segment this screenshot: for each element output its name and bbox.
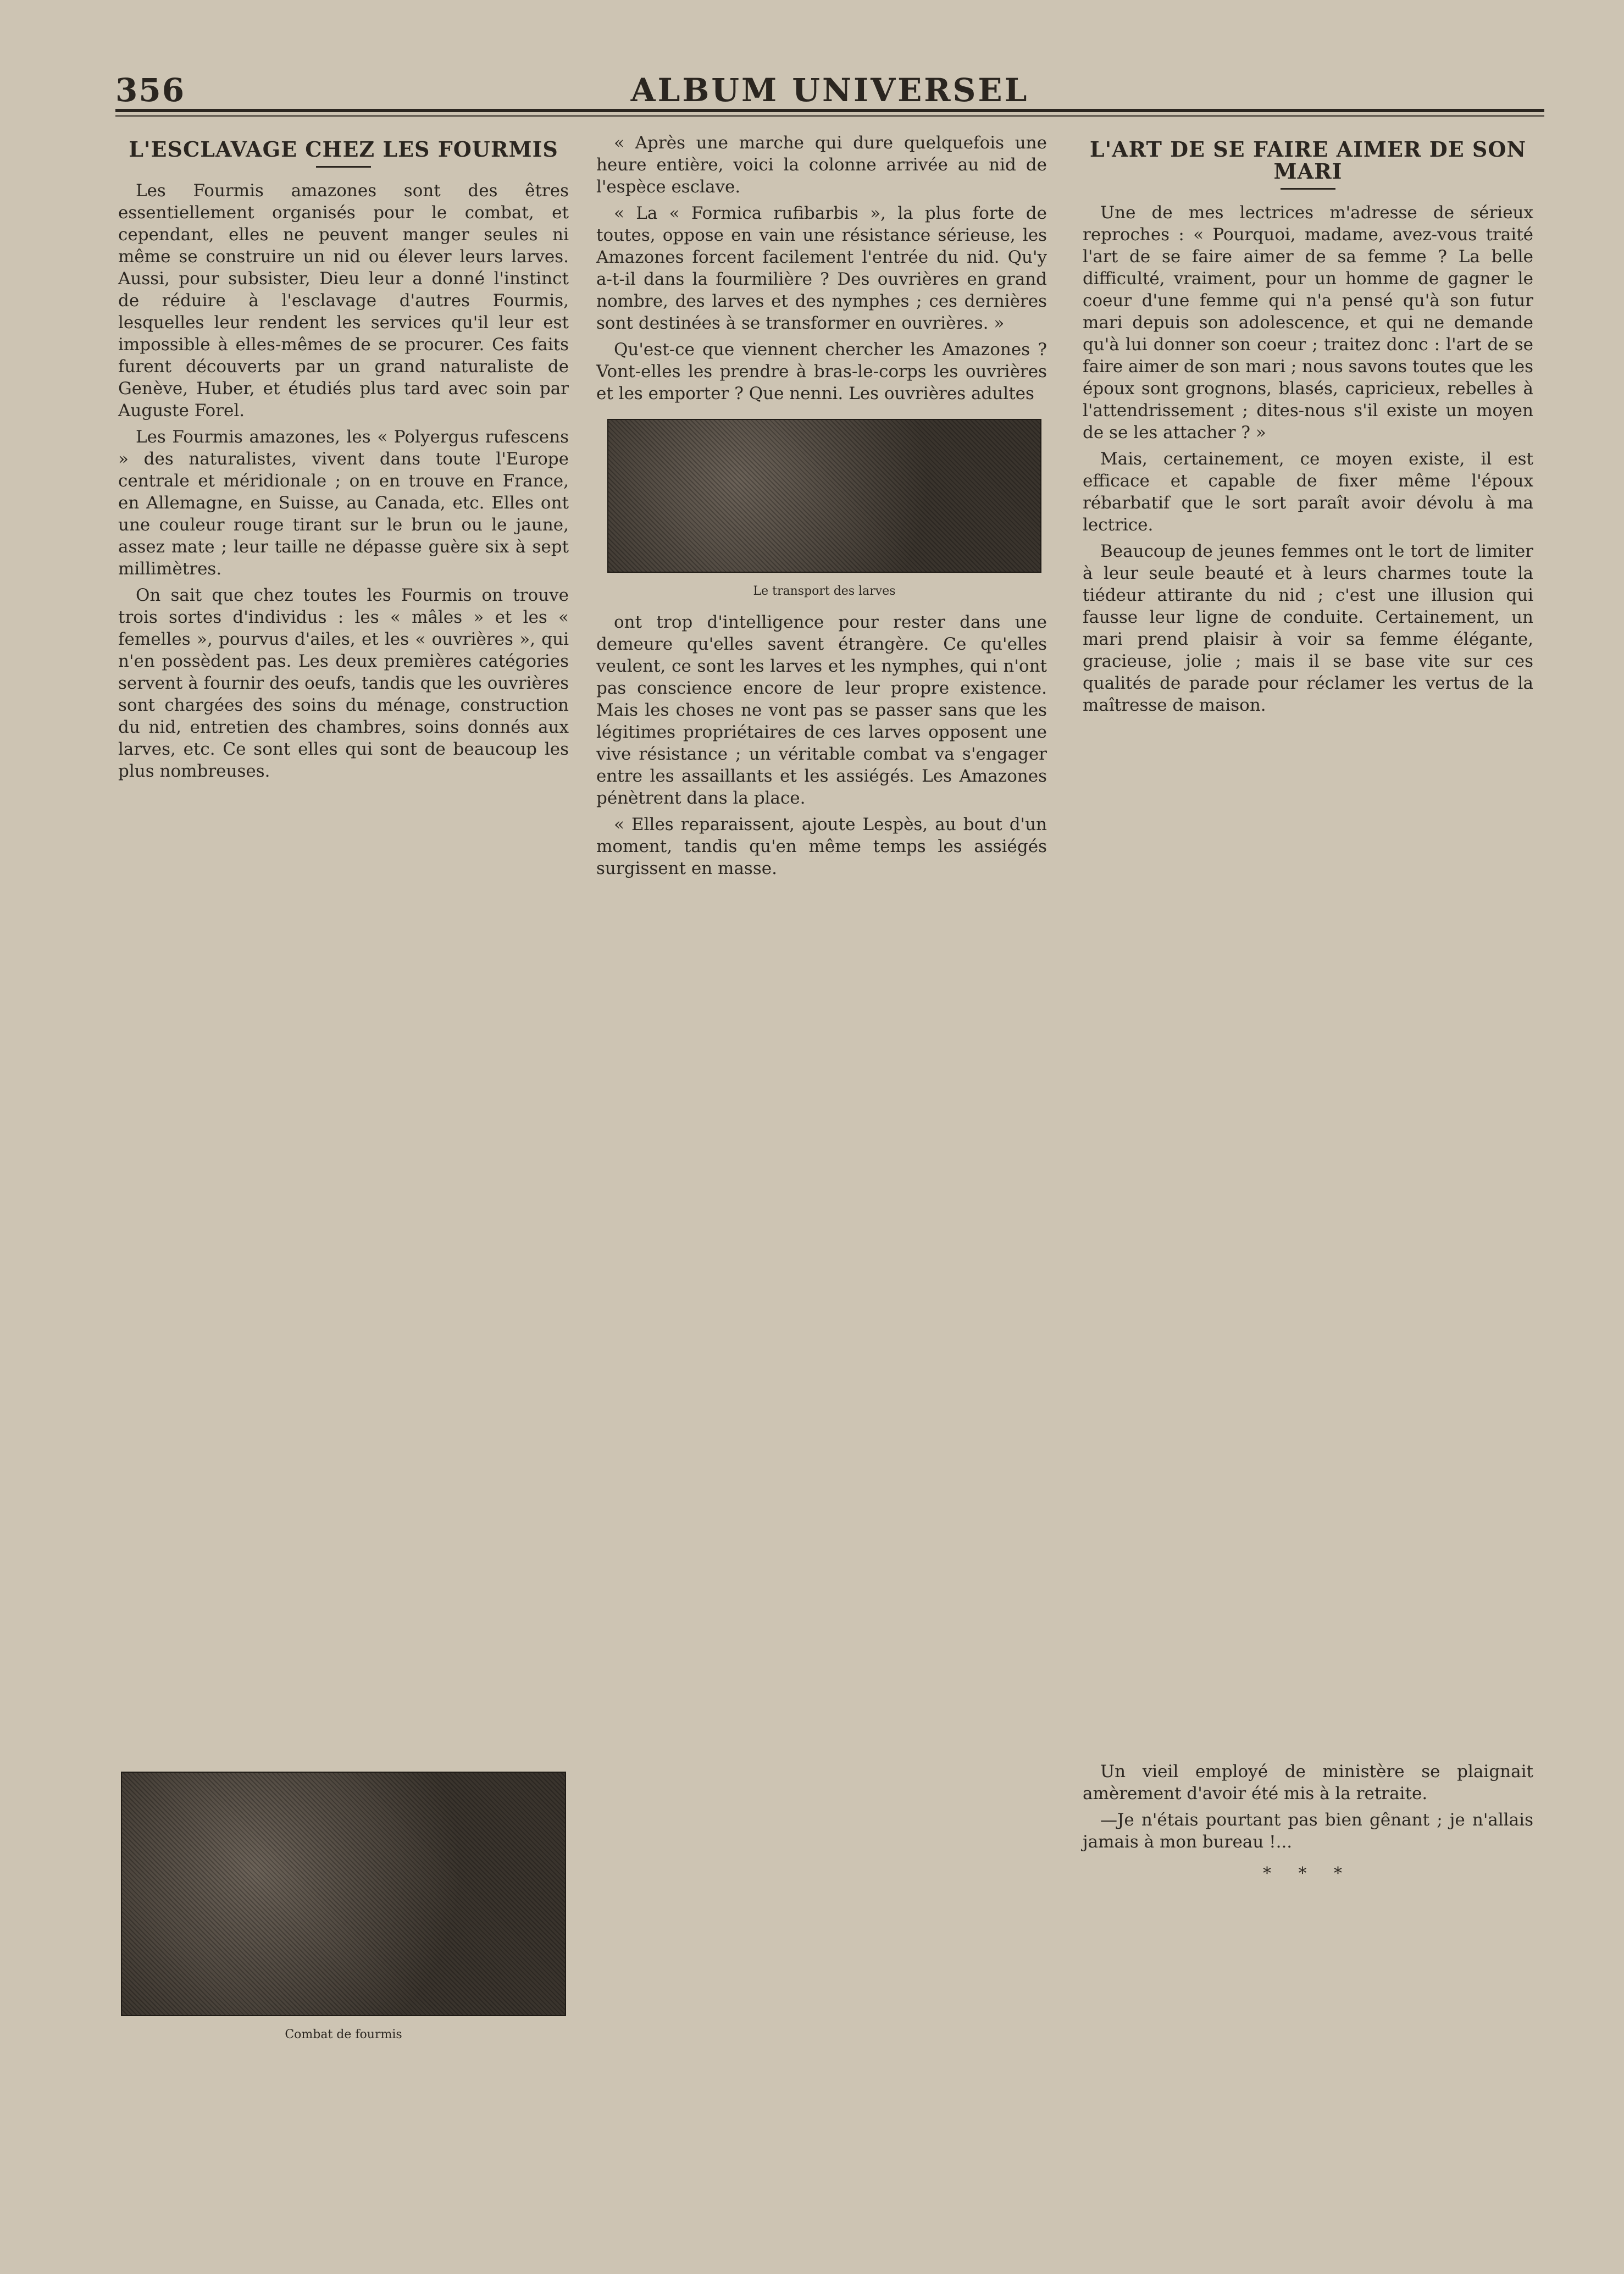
column-1 [118,132,569,2041]
header-rule [115,109,1544,112]
paragraph: « Après une marche qui dure quelquefois une heure entière, voici la colonne arrivée au nid de l'espèce esclave. [596,133,1047,197]
paragraph: ont trop d'intelligence pour rester dans une demeure qu'elles savent étrangère. Ce qu'elles veulent, ce sont les larves et les nymphes, qui n'ont pas conscience encore de leur propre existence. Mais les choses ne vont pas se passer sans que les légitimes propriétaires de ces larves opposent une vive résistance ; un véritable combat va s'engager entre les assaillants et les assiégés. Les Amazones pénètrent dans la place. [596,612,1047,808]
section-separator: * * * [1262,1864,1354,1883]
paragraph: Mais, certainement, ce moyen existe, il est efficace et capable de fixer même l'époux rébarbatif que le sort paraît avoir dévolu à ma lectrice. [1083,449,1533,535]
paragraph: Les Fourmis amazones, les « Polyergus rufescens » des naturalistes, vivent dans toute l'Europe centrale et méridionale ; on en trouve en France, en Allemagne, en Suisse, au Canada, etc. Elles ont une couleur rouge tirant sur le brun ou le jaune, assez mate ; leur taille ne dépasse guère six à sept millimètres. [118,427,569,579]
article-title-mari: L'ART DE SE FAIRE AIMER DE SON MARI [1089,137,1527,184]
column-2 [596,132,1047,884]
paragraph: Les Fourmis amazones sont des êtres essentiellement organisés pour le combat, et cependant, elles ne peuvent manger seules ni même se construire un nid ou élever leurs larves. Aussi, pour subsister, Dieu leur a donné l'instinct de réduire à l'esclavage d'autres Fourmis, lesquelles leur rendent les services qu'il leur est impossible à elles-mêmes de se procurer. Ces faits furent découverts par un grand naturaliste de Genève, Huber, et étudiés plus tard avec soin par Auguste Forel. [118,181,569,421]
paragraph: Qu'est-ce que viennent chercher les Amazones ? Vont-elles les prendre à bras-le-corps les ouvrières et les emporter ? Que nenni. Les ouvrières adultes [596,340,1047,403]
engraving-transport-des-larves [607,419,1041,573]
paragraph: —Je n'étais pourtant pas bien gênant ; je n'allais jamais à mon bureau !... [1083,1810,1533,1852]
paragraph: On sait que chez toutes les Fourmis on trouve trois sortes d'individus : les « mâles » et les « femelles », pourvus d'ailes, et les « ouvrières », qui n'en possèdent pas. Les deux premières catégories servent à fournir des oeufs, tandis que les ouvrières sont chargées des soins du ménage, construction du nid, entretien des chambres, soins donnés aux larves, etc. Ce sont elles qui sont de beaucoup les plus nombreuses. [118,585,569,781]
journal-title: ALBUM UNIVERSEL [630,71,1029,109]
title-rule [316,166,371,168]
figure-caption: Le transport des larves [753,584,896,598]
title-rule [1281,188,1335,190]
page-number: 356 [115,71,186,109]
anecdote [1083,1761,1533,1885]
paragraph: Un vieil employé de ministère se plaignait amèrement d'avoir été mis à la retraite. [1083,1762,1533,1803]
paragraph: « La « Formica rufibarbis », la plus forte de toutes, oppose en vain une résistance sérieuse, les Amazones forcent facilement l'entrée du nid. Qu'y a-t-il dans la fourmilière ? Des ouvrières en grand nombre, des larves et des nymphes ; ces dernières sont destinées à se transformer en ouvrières. » [596,203,1047,333]
figure-combat [121,1772,566,2041]
header-rule-thin [115,115,1544,117]
engraving-combat-de-fourmis [121,1772,566,2016]
paragraph: « Elles reparaissent, ajoute Lespès, au bout d'un moment, tandis qu'en même temps les assiégés surgissent en masse. [596,815,1047,878]
column-3 [1083,132,1533,1895]
figure-caption: Combat de fourmis [285,2028,402,2041]
article-title-fourmis: L'ESCLAVAGE CHEZ LES FOURMIS [129,137,558,162]
paragraph: Beaucoup de jeunes femmes ont le tort de limiter à leur seule beauté et à leurs charmes toute la tiédeur attirante du nid ; c'est une illusion qui fausse leur ligne de conduite. Certainement, un mari prend plaisir à voir sa femme élégante, gracieuse, jolie ; mais il se base vite sur ces qualités de parade pour réclamer les vertus de la maîtresse de maison. [1083,541,1533,715]
page-header [115,66,1544,110]
paragraph: Une de mes lectrices m'adresse de sérieux reproches : « Pourquoi, madame, avez-vous traité l'art de se faire aimer de sa femme ? La belle difficulté, vraiment, pour un homme de gagner le coeur d'une femme qui n'a pensé qu'à son futur mari depuis son adolescence, et qui ne demande qu'à lui donner son coeur ; traitez donc : l'art de se faire aimer de son mari ; nous savons toutes que les époux sont grognons, blasés, capricieux, rebelles à l'attendrissement ; dites-nous s'il existe un moyen de se les attacher ? » [1083,203,1533,442]
figure-transport [607,419,1041,598]
